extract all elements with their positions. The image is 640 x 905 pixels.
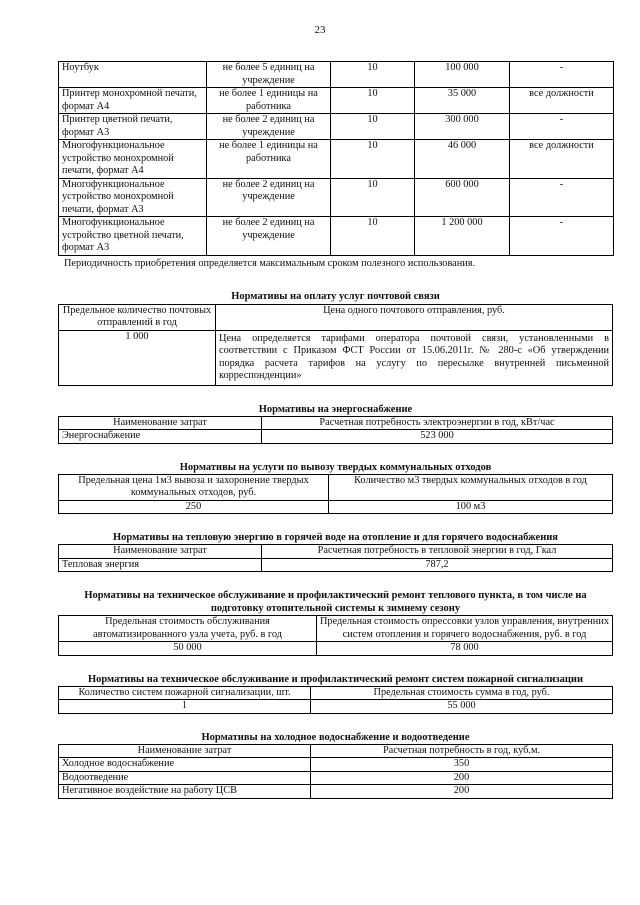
fire-table: [58, 686, 613, 714]
heat-value: 787,2: [262, 558, 613, 572]
equipment-price: 300 000: [415, 114, 510, 140]
equipment-price: 46 000: [415, 140, 510, 179]
waste-col2-header: Количество м3 твердых коммунальных отходов в год: [329, 474, 613, 500]
energy-value: 523 000: [262, 430, 613, 444]
equipment-limit: не более 2 единиц на учреждение: [207, 114, 331, 140]
equipment-limit: не более 5 единиц на учреждение: [207, 62, 331, 88]
water-name: Холодное водоснабжение: [59, 758, 311, 772]
heat-point-val2: 78 000: [317, 642, 613, 656]
equipment-price: 1 200 000: [415, 217, 510, 256]
equipment-name: Принтер цветной печати, формат А3: [59, 114, 207, 140]
water-value: 200: [311, 771, 613, 785]
water-value: 350: [311, 758, 613, 772]
water-table: [58, 744, 613, 799]
fire-count: 1: [59, 700, 311, 714]
equipment-name: Многофункциональное устройство цветной печати, формат А3: [59, 217, 207, 256]
waste-col1-header: Предельная цена 1м3 вывоза и захоронение твердых коммунальных отходов, руб.: [59, 474, 329, 500]
page-content: [58, 61, 613, 799]
equipment-years: 10: [331, 88, 415, 114]
water-col1-header: Наименование затрат: [59, 744, 311, 758]
heat-point-col1-header: Предельная стоимость обслуживания автоматизированного узла учета, руб. в год: [59, 616, 317, 642]
equipment-positions: -: [510, 178, 614, 217]
waste-table: [58, 474, 613, 515]
heat-title: Нормативы на тепловую энергию в горячей воде на отопление и для горячего водоснабжения: [113, 532, 558, 543]
equipment-positions: -: [510, 62, 614, 88]
equipment-years: 10: [331, 140, 415, 179]
energy-title: Нормативы на энергоснабжение: [258, 403, 413, 415]
postal-col2-header: Цена одного почтового отправления, руб.: [216, 304, 613, 330]
equipment-positions: -: [510, 217, 614, 256]
equipment-years: 10: [331, 62, 415, 88]
equipment-row: [59, 217, 614, 256]
waste-title: Нормативы на услуги по вывозу твердых коммунальных отходов: [179, 461, 492, 473]
water-row: [59, 771, 613, 785]
equipment-name: Ноутбук: [59, 62, 207, 88]
water-name: Водоотведение: [59, 771, 311, 785]
energy-name: Энергоснабжение: [59, 430, 262, 444]
page-number: 23: [314, 24, 326, 36]
postal-price-text: Цена определяется тарифами оператора почтовой связи, установленными в соответствии с Приказом ФСТ России от 15.06.2011г. № 280-с «Об утверждении порядка расчета тарифов на услугу по пересылке внутренней письменной корреспонденции»: [216, 330, 613, 385]
equipment-row: [59, 62, 614, 88]
water-value: 200: [311, 785, 613, 799]
postal-quantity: 1 000: [59, 330, 216, 385]
postal-table: [58, 304, 613, 386]
waste-price: 250: [59, 500, 329, 514]
energy-table: [58, 416, 613, 444]
fire-col2-header: Предельная стоимость сумма в год, руб.: [311, 686, 613, 700]
equipment-price: 600 000: [415, 178, 510, 217]
equipment-positions: все должности: [510, 140, 614, 179]
fire-title: Нормативы на техническое обслуживание и профилактический ремонт систем пожарной сигнализации: [87, 673, 584, 685]
water-row: [59, 785, 613, 799]
heat-point-col2-header: Предельная стоимость опрессовки узлов управления, внутренних систем отопления и горячего водоснабжения, руб. в год: [317, 616, 613, 642]
water-name: Негативное воздействие на работу ЦСВ: [59, 785, 311, 799]
postal-title: Нормативы на оплату услуг почтовой связи: [231, 290, 440, 302]
equipment-positions: -: [510, 114, 614, 140]
equipment-table: [58, 61, 614, 256]
equipment-row: [59, 88, 614, 114]
equipment-name: Многофункциональное устройство монохромной печати, формат А3: [59, 178, 207, 217]
postal-col1-header: Предельное количество почтовых отправлений в год: [59, 304, 216, 330]
fire-col1-header: Количество систем пожарной сигнализации, шт.: [59, 686, 311, 700]
equipment-limit: не более 1 единицы на работника: [207, 88, 331, 114]
equipment-row: [59, 178, 614, 217]
heat-point-title: Нормативы на техническое обслуживание и профилактический ремонт теплового пункта, в том числе на подготовку отопительной системы к зимнему сезону: [84, 590, 587, 614]
equipment-price: 100 000: [415, 62, 510, 88]
equipment-name: Многофункциональное устройство монохромной печати, формат А4: [59, 140, 207, 179]
equipment-name: Принтер монохромной печати, формат А4: [59, 88, 207, 114]
water-title: Нормативы на холодное водоснабжение и водоотведение: [201, 731, 470, 743]
equipment-limit: не более 1 единицы на работника: [207, 140, 331, 179]
equipment-note: Периодичность приобретения определяется максимальным сроком полезного использования.: [64, 257, 476, 269]
heat-col2-header: Расчетная потребность в тепловой энергии в год, Гкал: [262, 545, 613, 559]
heat-name: Тепловая энергия: [59, 558, 262, 572]
waste-volume: 100 м3: [329, 500, 613, 514]
equipment-years: 10: [331, 217, 415, 256]
equipment-row: [59, 140, 614, 179]
equipment-positions: все должности: [510, 88, 614, 114]
equipment-row: [59, 114, 614, 140]
heat-point-table: [58, 615, 613, 656]
water-row: [59, 758, 613, 772]
equipment-limit: не более 2 единиц на учреждение: [207, 217, 331, 256]
energy-col2-header: Расчетная потребность электроэнергии в год, кВт/час: [262, 416, 613, 430]
equipment-price: 35 000: [415, 88, 510, 114]
fire-cost: 55 000: [311, 700, 613, 714]
water-col2-header: Расчетная потребность в год, куб.м.: [311, 744, 613, 758]
equipment-years: 10: [331, 178, 415, 217]
heat-point-val1: 50 000: [59, 642, 317, 656]
equipment-years: 10: [331, 114, 415, 140]
heat-table: [58, 544, 613, 572]
energy-col1-header: Наименование затрат: [59, 416, 262, 430]
heat-col1-header: Наименование затрат: [59, 545, 262, 559]
equipment-limit: не более 2 единиц на учреждение: [207, 178, 331, 217]
